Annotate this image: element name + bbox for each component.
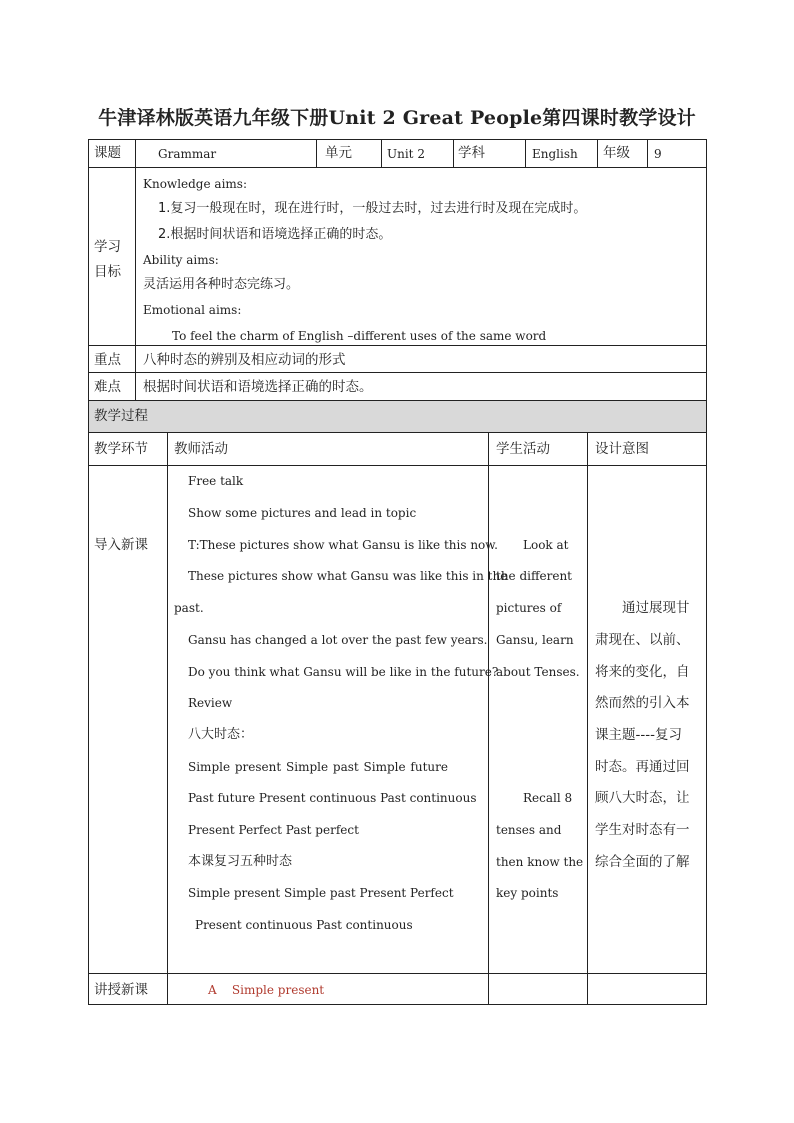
teacher-line: T:These pictures show what Gansu is like this now. [188,538,498,552]
new-lesson-stage-label: 讲授新课 [94,982,148,998]
column-design: 设计意图 [595,441,649,457]
knowledge-aim-2: 2.根据时间状语和语境选择正确的时态。 [158,227,392,242]
student-line: key points [496,886,559,900]
emotional-aim-1: To feel the charm of English –different uses of the same word [172,329,547,343]
topic-value: Grammar [158,147,217,161]
aims-label-line1: 学习 [94,239,121,255]
student-line: the different [496,569,573,583]
difficulty-label: 难点 [94,379,121,395]
teacher-line: Do you think what Gansu will be like in the future? [188,665,499,679]
design-line: 肃现在、以前、 [595,632,690,648]
teacher-line: Gansu has changed a lot over the past few years. [188,633,488,647]
design-line: 时态。再通过回 [595,759,690,775]
teacher-line: Present continuous Past continuous [195,918,413,932]
teacher-line: These pictures show what Gansu was like this in the [188,569,508,583]
teacher-line: past. [174,601,204,615]
document-title: 牛津译林版英语九年级下册Unit 2 Great People第四课时教学设计 [98,107,696,129]
design-line: 综合全面的了解 [595,854,690,870]
aims-label-line2: 目标 [94,264,121,280]
teacher-line: 八大时态： [188,727,254,742]
unit-label: 单元 [325,145,352,161]
key-point-label: 重点 [94,352,121,368]
intro-stage-label: 导入新课 [94,537,148,553]
key-point-value: 八种时态的辨别及相应动词的形式 [143,352,346,368]
emotional-aims-title: Emotional aims: [143,303,242,317]
student-line: about Tenses. [496,665,580,679]
process-header: 教学过程 [94,408,148,424]
teacher-line: Simple present Simple past Present Perfect [188,886,454,900]
design-line: 通过展现甘 [622,600,690,616]
grade-label: 年级 [603,145,630,161]
difficulty-value: 根据时间状语和语境选择正确的时态。 [143,379,373,395]
knowledge-aim-1: 1.复习一般现在时，现在进行时，一般过去时，过去进行时及现在完成时。 [158,201,587,216]
teacher-line: Past future Present continuous Past continuous [188,791,477,805]
column-teacher: 教师活动 [174,441,228,457]
unit-value: Unit 2 [387,147,425,161]
design-line: 课主题----复习 [595,727,682,743]
teacher-line: Free talk [188,474,244,488]
teacher-line: Simple present Simple past Simple future [188,760,448,774]
design-line: 然而然的引入本 [595,695,690,711]
column-student: 学生活动 [496,441,550,457]
ability-aims-title: Ability aims: [143,253,219,267]
teacher-line: Review [188,696,233,710]
teacher-line: Show some pictures and lead in topic [188,506,417,520]
design-line: 将来的变化，自 [595,664,690,680]
knowledge-aims-title: Knowledge aims: [143,177,247,191]
design-line: 顾八大时态，让 [595,790,690,806]
teacher-line: Present Perfect Past perfect [188,823,359,837]
teacher-line: 本课复习五种时态 [188,854,293,869]
design-line: 学生对时态有一 [595,822,690,838]
student-line: Look at [523,538,569,552]
new-lesson-teacher-line: A Simple present [208,983,325,997]
student-line: pictures of [496,601,562,615]
subject-value: English [532,147,578,161]
student-line: Gansu, learn [496,633,574,647]
subject-label: 学科 [458,145,485,161]
ability-aim-1: 灵活运用各种时态完练习。 [143,277,300,292]
student-line: then know the [496,855,584,869]
topic-label: 课题 [94,145,121,161]
column-stage: 教学环节 [94,441,148,457]
student-line: Recall 8 [523,791,573,805]
grade-value: 9 [654,147,662,161]
student-line: tenses and [496,823,562,837]
